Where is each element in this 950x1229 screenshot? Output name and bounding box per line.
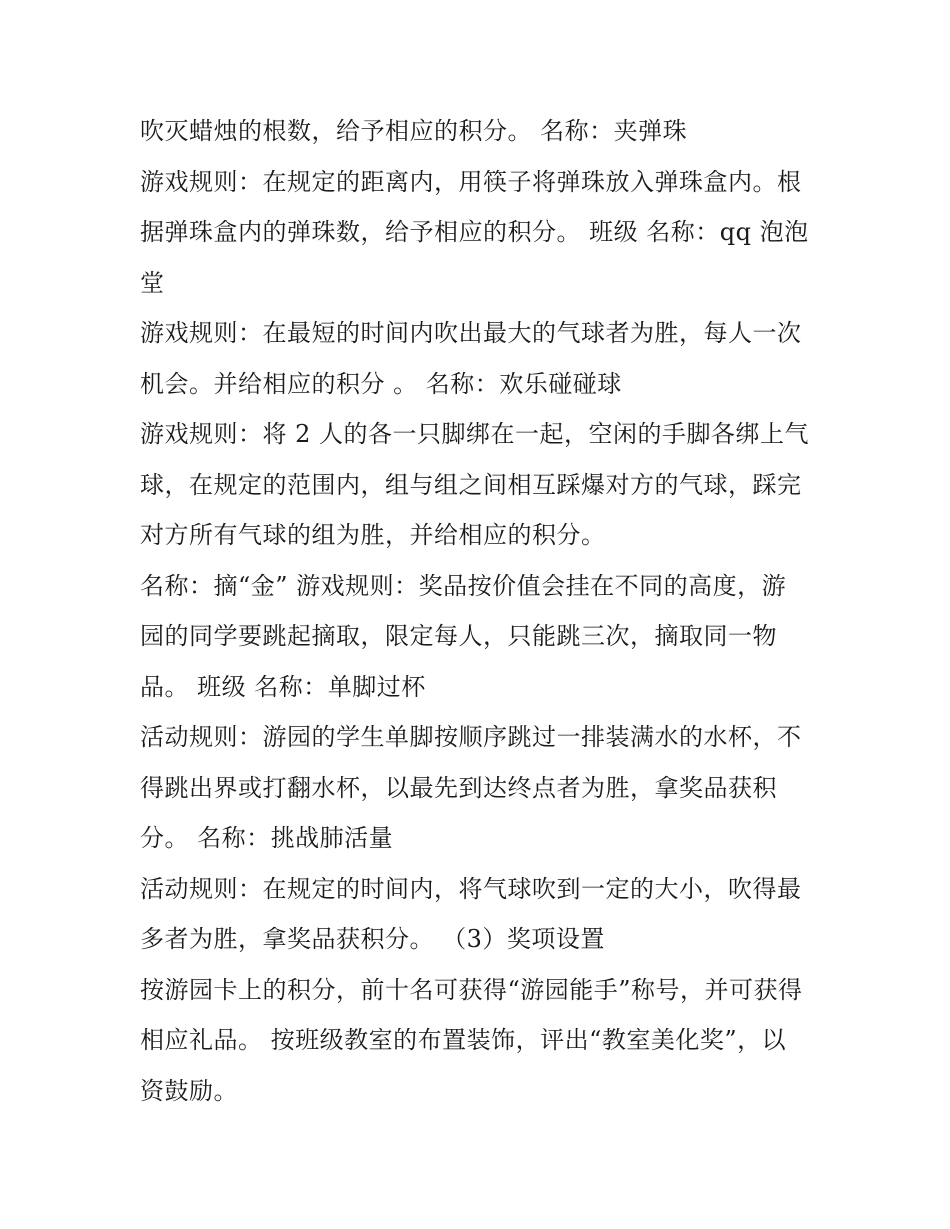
- text-line: 游戏规则：在规定的距离内，用筷子将弹珠放入弹珠盒内。根: [140, 167, 802, 196]
- text-line: 球，在规定的范围内，组与组之间相互踩爆对方的气球，踩完: [140, 470, 802, 499]
- text-line: 得跳出界或打翻水杯，以最先到达终点者为胜，拿奖品获积: [140, 773, 777, 802]
- text-line: 堂: [140, 268, 165, 297]
- text-line: 分。 名称：挑战肺活量: [140, 824, 394, 852]
- text-line: 活动规则：游园的学生单脚按顺序跳过一排装满水的水杯，不: [140, 723, 802, 751]
- document-body: [140, 106, 820, 1116]
- text-line: 多者为胜，拿奖品获积分。 （3）奖项设置: [140, 925, 605, 953]
- text-line: 品。 班级 名称：单脚过杯: [140, 672, 426, 701]
- text-line: 资鼓励。: [140, 1076, 238, 1105]
- text-line: 机会。并给相应的积分 。 名称：欢乐碰碰球: [140, 369, 622, 398]
- text-line: 吹灭蜡烛的根数，给予相应的积分。 名称：夹弹珠: [140, 117, 688, 145]
- text-line: 活动规则：在规定的时间内，将气球吹到一定的大小，吹得最: [140, 874, 802, 903]
- text-line: 名称：摘“金” 游戏规则：奖品按价值会挂在不同的高度，游: [140, 571, 787, 600]
- text-line: 据弹珠盒内的弹珠数，给予相应的积分。 班级 名称：qq 泡泡: [140, 218, 809, 246]
- text-line: 按游园卡上的积分，前十名可获得“游园能手”称号，并可获得: [140, 975, 803, 1004]
- text-line: 相应礼品。 按班级教室的布置装饰，评出“教室美化奖”，以: [140, 1026, 787, 1054]
- text-line: 园的同学要跳起摘取，限定每人，只能跳三次，摘取同一物: [140, 622, 777, 650]
- text-line: 对方所有气球的组为胜，并给相应的积分。: [140, 521, 606, 549]
- text-line: 游戏规则：将 2 人的各一只脚绑在一起，空闲的手脚各绑上气: [140, 420, 810, 448]
- text-line: 游戏规则：在最短的时间内吹出最大的气球者为胜，每人一次: [140, 319, 802, 347]
